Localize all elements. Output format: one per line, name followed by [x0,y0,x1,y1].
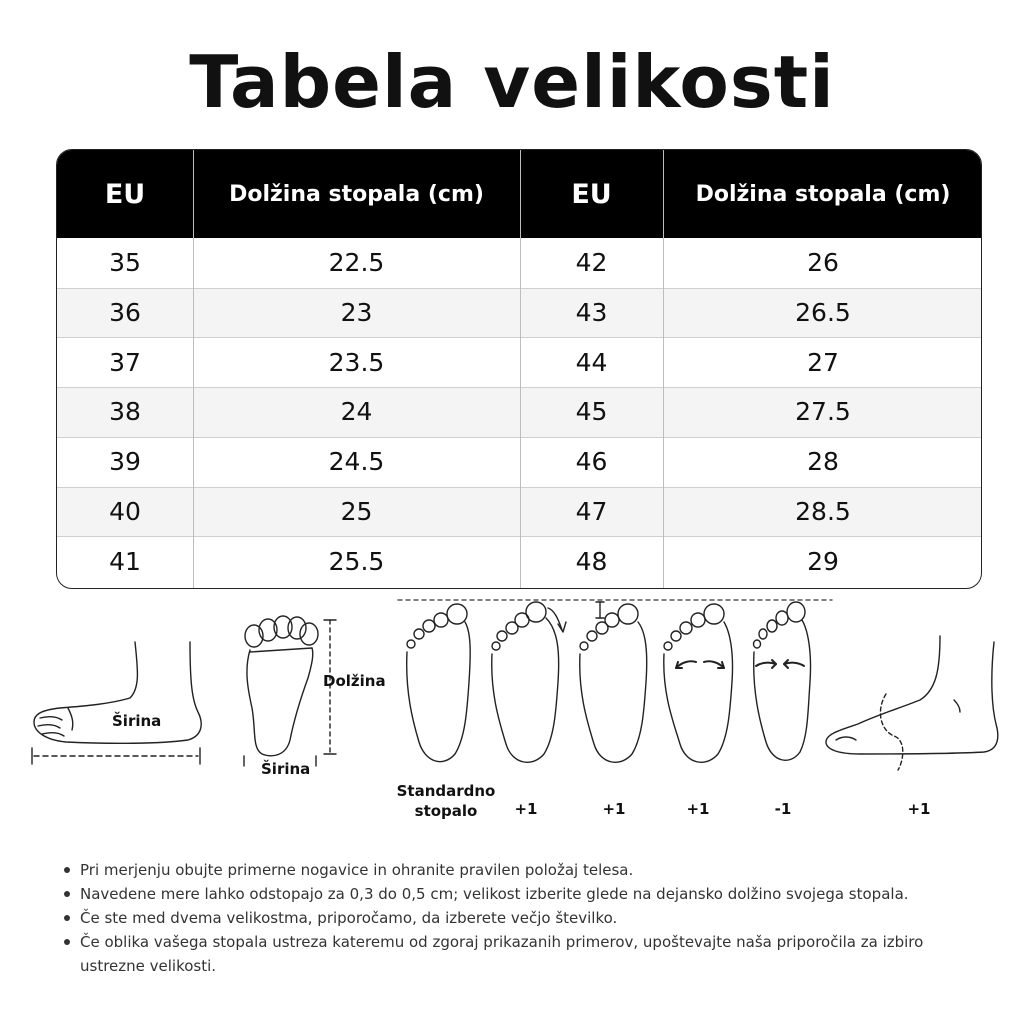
table-row [57,288,981,338]
long-second-toe-foot-illustration [580,602,647,762]
high-instep-foot-illustration [826,636,998,770]
eu-size-cell: 39 [109,447,141,477]
eu-size-cell: 38 [109,397,141,427]
sole-length-label: Dolžina [323,672,386,690]
eu-size-cell: 40 [109,496,141,526]
eu-size-cell: 43 [575,298,608,328]
note-item: Če oblika vašega stopala ustreza kateremu od zgoraj prikazanih primerov, upoštevajte naša priporočila za izbiro ustrezne velikosti. [62,930,962,978]
foot-length-cell: 28 [807,447,839,477]
side-foot-illustration [32,642,201,764]
page-title: Tabela velikosti [189,40,835,124]
eu-size-cell: 37 [109,347,141,377]
row-divider [57,337,981,338]
eu-size-cell: 41 [109,546,141,576]
adjustment-label: +1 [686,800,710,818]
foot-length-cell: 23.5 [328,347,385,377]
foot-length-cell: 25.5 [328,546,385,576]
note-item: Pri merjenju obujte primerne nogavice in ohranite pravilen položaj telesa. [62,858,962,882]
standard-foot-illustration [407,604,471,762]
adjustment-label: -1 [774,800,792,818]
adjustment-label: +1 [602,800,626,818]
header-eu-right: EU [571,178,612,210]
bent-toe-foot-illustration [492,602,566,762]
header-length-left: Dolžina stopala (cm) [229,181,484,207]
table-row [57,437,981,487]
foot-length-cell: 24 [340,397,373,427]
adjustment-label: +1 [907,800,931,818]
table-header [57,150,981,238]
row-divider [57,387,981,388]
foot-length-cell: 23 [340,298,373,328]
foot-length-cell: 26.5 [795,298,851,328]
column-divider [520,150,521,588]
table-row [57,337,981,387]
note-item: Če ste med dvema velikostma, priporočamo, da izberete večjo številko. [62,906,962,930]
measurement-notes [62,858,962,978]
foot-length-cell: 26 [807,248,839,278]
foot-length-cell: 28.5 [795,496,851,526]
eu-size-cell: 47 [575,496,608,526]
row-divider [57,437,981,438]
eu-size-cell: 44 [575,347,608,377]
adjustment-label: +1 [514,800,538,818]
table-row [57,536,981,586]
standard-foot-label-line2: stopalo [414,802,478,820]
eu-size-cell: 46 [575,447,608,477]
table-row [57,487,981,537]
row-divider [57,536,981,537]
side-width-label: Širina [112,712,162,730]
column-divider [663,150,664,588]
size-chart-table [56,149,982,589]
eu-size-cell: 48 [575,546,608,576]
header-length-right: Dolžina stopala (cm) [695,181,951,207]
row-divider [57,288,981,289]
eu-size-cell: 42 [575,248,608,278]
foot-length-cell: 27 [807,347,839,377]
eu-size-cell: 35 [109,248,141,278]
foot-length-cell: 25 [340,496,373,526]
foot-length-cell: 24.5 [328,447,385,477]
narrow-foot-illustration [754,602,811,760]
table-row [57,387,981,437]
standard-foot-label-line1: Standardno [396,782,496,800]
foot-length-cell: 22.5 [328,248,385,278]
eu-size-cell: 36 [109,298,141,328]
foot-length-cell: 29 [807,546,839,576]
row-divider [57,487,981,488]
column-divider [193,150,194,588]
foot-shape-illustrations [0,590,1024,830]
sole-width-label: Širina [261,760,311,778]
note-item: Navedene mere lahko odstopajo za 0,3 do 0,5 cm; velikost izberite glede na dejansko dolžino svojega stopala. [62,882,962,906]
wide-foot-illustration [664,604,733,762]
sole-illustration [244,616,386,778]
eu-size-cell: 45 [575,397,608,427]
foot-length-cell: 27.5 [795,397,851,427]
header-eu-left: EU [104,178,146,210]
table-row [57,238,981,288]
